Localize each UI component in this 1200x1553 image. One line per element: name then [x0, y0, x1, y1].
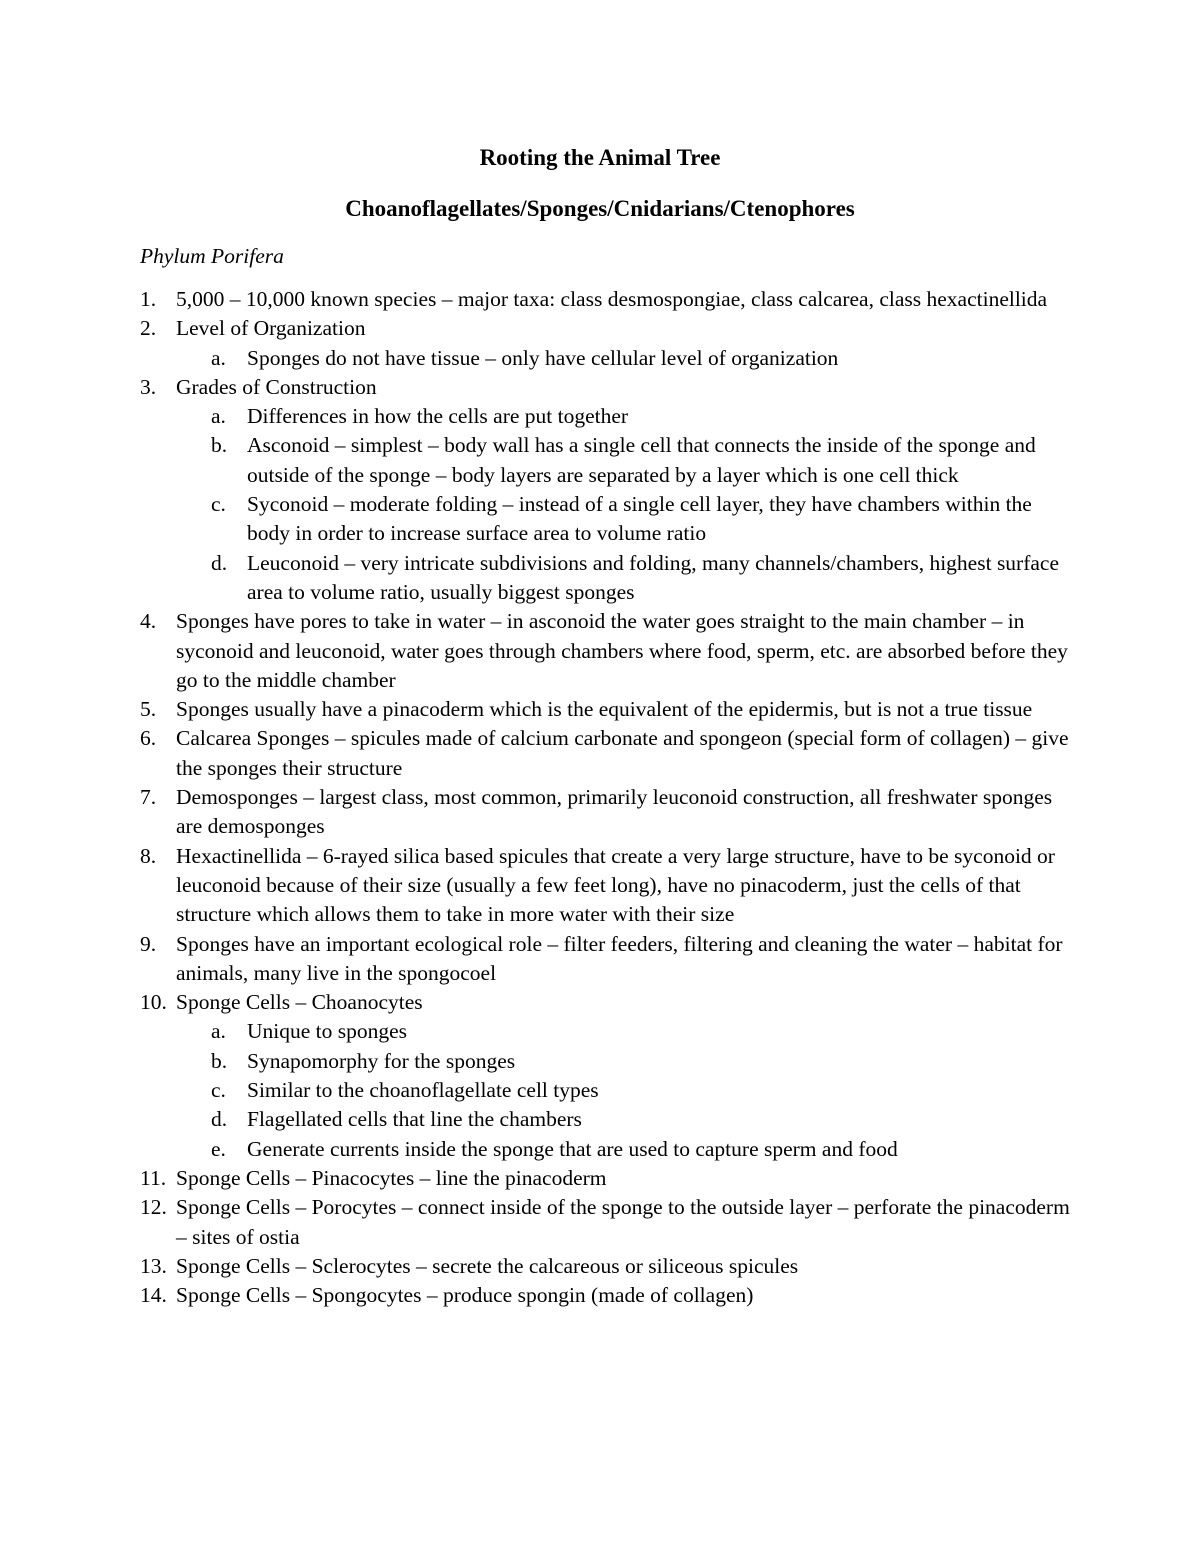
list-item	[140, 1193, 1070, 1252]
sub-list-item-text: Syconoid – moderate folding – instead of a single cell layer, they have chambers within the body in order to increase surface area to volume ratio	[247, 492, 1032, 546]
sub-list-item	[140, 344, 1070, 373]
list-item-text: Sponge Cells – Choanocytes	[176, 990, 423, 1015]
list-item-text: Sponges usually have a pinacoderm which is the equivalent of the epidermis, but is not a true tissue	[176, 697, 1033, 722]
sub-list-item-letter: d.	[211, 1107, 228, 1132]
sub-list-item-text: Differences in how the cells are put together	[247, 404, 629, 429]
sub-list-item-letter: e.	[211, 1136, 226, 1161]
document-subtitle: Choanoflagellates/Sponges/Cnidarians/Ctenophores	[345, 196, 855, 221]
sub-list-item	[140, 431, 1070, 490]
sub-list-item	[140, 1047, 1070, 1076]
list-item-text: Hexactinellida – 6-rayed silica based spicules that create a very large structure, have to be syconoid or leuconoid because of their size (usually a few feet long), have no pinacoderm, just the cells of that structure which allows them to take in more water with their size	[176, 843, 1055, 927]
list-item-number: 12.	[140, 1195, 167, 1220]
sub-list-item-text: Flagellated cells that line the chambers	[247, 1107, 582, 1132]
sub-list-item-letter: a.	[211, 404, 226, 429]
list-item-number: 6.	[140, 726, 157, 751]
list-item-text: Sponges have an important ecological role – filter feeders, filtering and cleaning the water – habitat for animals, many live in the spongocoel	[176, 931, 1063, 985]
list-item-number: 1.	[140, 287, 157, 311]
list-item-text: Sponge Cells – Pinacocytes – line the pinacoderm	[176, 1165, 607, 1190]
list-item-text: Sponge Cells – Porocytes – connect inside of the sponge to the outside layer – perforate the pinacoderm – sites of ostia	[176, 1195, 1070, 1249]
list-item-number: 9.	[140, 931, 157, 956]
document-title: Rooting the Animal Tree	[479, 145, 721, 170]
sub-list-item	[140, 1017, 1070, 1046]
list-item	[140, 724, 1070, 783]
sub-list-item-text: Sponges do not have tissue – only have cellular level of organization	[247, 345, 839, 370]
sub-list-item	[140, 1105, 1070, 1134]
list-item	[140, 285, 1070, 314]
sub-list-item	[140, 1135, 1070, 1164]
sub-list-item-letter: c.	[211, 1078, 226, 1103]
list-item-text: Sponges have pores to take in water – in asconoid the water goes straight to the main chamber – in syconoid and leuconoid, water goes through chambers where food, sperm, etc. are absorbed before they go to the middle chamber	[176, 609, 1068, 692]
sub-list-item-letter: a.	[211, 345, 226, 370]
sub-list-item-text: Unique to sponges	[247, 1019, 408, 1044]
list-item-text: Grades of Construction	[176, 374, 377, 399]
list-item	[140, 1252, 1070, 1281]
list-item	[140, 1164, 1070, 1193]
list-item-number: 14.	[140, 1283, 167, 1308]
list-item	[140, 930, 1070, 989]
list-item-number: 3.	[140, 374, 157, 399]
sub-list-item	[140, 402, 1070, 431]
list-item-number: 13.	[140, 1253, 167, 1278]
list-item-number: 10.	[140, 990, 167, 1015]
sub-list-item-letter: a.	[211, 1019, 226, 1044]
sub-list-item	[140, 1076, 1070, 1105]
list-item	[140, 783, 1070, 842]
list-item-number: 7.	[140, 785, 157, 810]
list-item	[140, 607, 1070, 695]
sub-list-item-letter: b.	[211, 433, 228, 458]
list-item	[140, 1281, 1070, 1310]
list-item-number: 5.	[140, 697, 157, 722]
list-item-text: Sponge Cells – Sclerocytes – secrete the calcareous or siliceous spicules	[176, 1253, 799, 1278]
list-item	[140, 695, 1070, 724]
sub-list-item-text: Asconoid – simplest – body wall has a single cell that connects the inside of the sponge and outside of the sponge – body layers are separated by a layer which is one cell thick	[247, 433, 1036, 487]
list-item	[140, 842, 1070, 930]
sub-list-item-text: Generate currents inside the sponge that are used to capture sperm and food	[247, 1136, 898, 1161]
list-item-number: 11.	[140, 1165, 167, 1190]
list-item-text: Level of Organization	[176, 316, 366, 341]
sub-list-item-text: Synapomorphy for the sponges	[247, 1048, 516, 1073]
list-item-text: Demosponges – largest class, most common, primarily leuconoid construction, all freshwater sponges are demosponges	[176, 785, 1053, 839]
list-item-text: 5,000 – 10,000 known species – major taxa: class desmospongiae, class calcarea, class hexactinellida	[176, 287, 1048, 311]
sub-list-item-letter: c.	[211, 492, 226, 517]
list-item-text: Sponge Cells – Spongocytes – produce spongin (made of collagen)	[176, 1283, 754, 1308]
list-item-number: 4.	[140, 609, 157, 634]
numbered-list	[140, 285, 1070, 1310]
list-item-number: 8.	[140, 843, 157, 868]
sub-list-item-text: Similar to the choanoflagellate cell types	[247, 1078, 599, 1103]
list-item	[140, 373, 1070, 402]
section-heading: Phylum Porifera	[140, 244, 284, 268]
list-item-number: 2.	[140, 316, 157, 341]
sub-list-item-letter: d.	[211, 550, 228, 575]
sub-list-item	[140, 549, 1070, 608]
sub-list-item-text: Leuconoid – very intricate subdivisions and folding, many channels/chambers, highest surface area to volume ratio, usually biggest sponges	[247, 550, 1060, 604]
sub-list-item	[140, 490, 1070, 549]
list-item	[140, 988, 1070, 1017]
list-item-text: Calcarea Sponges – spicules made of calcium carbonate and spongeon (special form of collagen) – give the sponges their structure	[176, 726, 1069, 780]
list-item	[140, 314, 1070, 343]
sub-list-item-letter: b.	[211, 1048, 228, 1073]
